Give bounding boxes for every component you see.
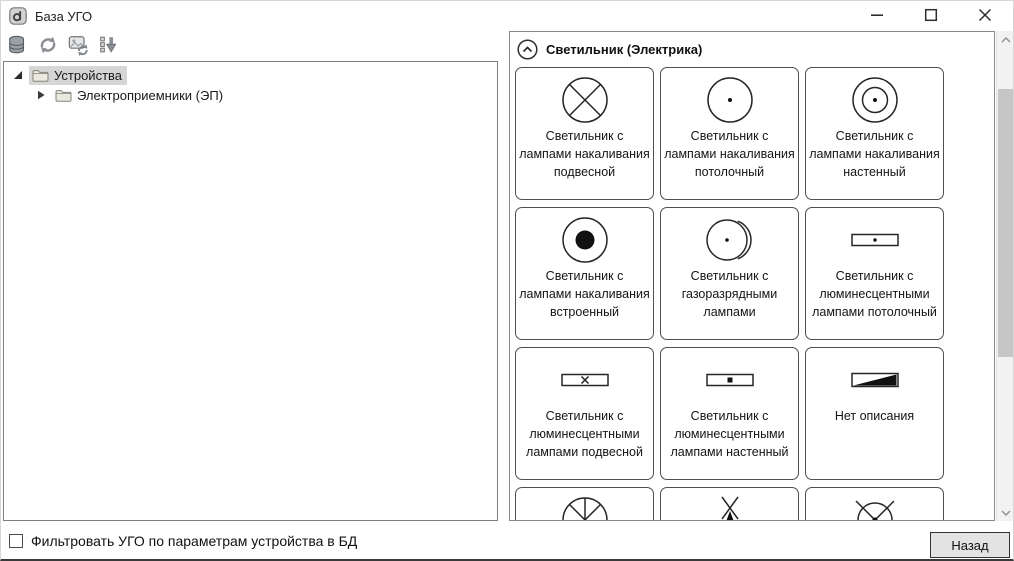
symbol-card-label: Светильник с лампами накаливания встроенный: [519, 269, 650, 319]
symbol-card[interactable]: [805, 487, 944, 520]
circle-filled-dot-icon: [516, 213, 653, 266]
window-title: База УГО: [35, 9, 93, 24]
titlebar: [1, 1, 1013, 31]
symbol-card-label: Нет описания: [834, 409, 915, 423]
circle-double-dot-icon: [806, 73, 943, 126]
filter-checkbox-label: Фильтровать УГО по параметрам устройства в БД: [31, 533, 358, 549]
database-refresh-icon: [67, 34, 90, 56]
minimize-button[interactable]: [867, 5, 887, 25]
symbol-card-label: Светильник с лампами накаливания настенный: [809, 129, 940, 179]
circle-dot-icon: [661, 73, 798, 126]
device-tree-panel: [3, 61, 498, 521]
symbol-card[interactable]: [660, 67, 799, 200]
chevron-up-circle-icon: [517, 39, 538, 60]
symbol-cards: [510, 67, 994, 520]
tree-item-devices[interactable]: [4, 65, 497, 85]
window-controls: [867, 5, 995, 25]
app-icon: [9, 7, 27, 25]
close-button[interactable]: [975, 5, 995, 25]
symbol-card[interactable]: [515, 67, 654, 200]
expander-collapsed-icon[interactable]: [35, 90, 46, 101]
circle-dot-crescent-icon: [661, 213, 798, 266]
collapse-group-button[interactable]: [517, 39, 538, 60]
symbol-card[interactable]: [805, 67, 944, 200]
symbols-group-header: [510, 32, 994, 67]
import-arrow-icon: [97, 34, 119, 56]
import-button[interactable]: [96, 33, 120, 57]
toolbar: [6, 33, 120, 57]
scrollbar-up-button[interactable]: [997, 31, 1014, 48]
scrollbar-thumb[interactable]: [998, 89, 1013, 357]
tree-item-label: Электроприемники (ЭП): [77, 87, 224, 103]
refresh-button[interactable]: [36, 33, 60, 57]
symbol-card-label: Светильник с люминесцентными лампами подвесной: [526, 409, 643, 459]
database-icon: [7, 34, 29, 56]
symbol-card[interactable]: [515, 207, 654, 340]
chevron-up-icon: [1001, 37, 1011, 43]
chevron-down-icon: [1001, 510, 1011, 516]
close-icon: [975, 5, 995, 25]
tree-selection: [52, 86, 228, 105]
symbol-card-label: Светильник с газоразрядными лампами: [681, 269, 778, 319]
maximize-icon: [921, 5, 941, 25]
circle-cross-vertical-icon: [516, 493, 653, 520]
tree-item-electric-receivers[interactable]: [4, 85, 497, 105]
symbol-card[interactable]: [660, 487, 799, 520]
symbols-panel: [509, 31, 995, 521]
bar-dot-icon: [806, 213, 943, 266]
filter-checkbox[interactable]: [9, 534, 23, 548]
symbol-card[interactable]: [805, 207, 944, 340]
bar-filled-square-icon: [661, 353, 798, 406]
bar-wedge-icon: [806, 353, 943, 406]
bar-cross-icon: [516, 353, 653, 406]
folder-icon: [32, 69, 49, 82]
vertical-scrollbar[interactable]: [996, 31, 1014, 521]
minimize-icon: [867, 5, 887, 25]
symbol-card[interactable]: [515, 347, 654, 480]
scrollbar-down-button[interactable]: [997, 504, 1014, 521]
symbol-card-label: Светильник с люминесцентными лампами потолочный: [812, 269, 937, 319]
triangle-cross-icon: [661, 493, 798, 520]
symbol-card-label: Светильник с лампами накаливания подвесной: [519, 129, 650, 179]
symbol-card[interactable]: [805, 347, 944, 480]
symbols-group-title: Светильник (Электрика): [546, 42, 703, 57]
database-button[interactable]: [6, 33, 30, 57]
circle-cross-extended-icon: [806, 493, 943, 520]
refresh-icon: [37, 34, 59, 56]
back-button[interactable]: Назад: [930, 532, 1010, 558]
symbol-card[interactable]: [515, 487, 654, 520]
tree-item-label: Устройства: [54, 67, 123, 83]
symbol-card-label: Светильник с люминесцентными лампами настенный: [670, 409, 789, 459]
maximize-button[interactable]: [921, 5, 941, 25]
circle-cross-icon: [516, 73, 653, 126]
symbol-card-label: Светильник с лампами накаливания потолочный: [664, 129, 795, 179]
expander-expanded-icon[interactable]: [12, 70, 23, 81]
update-database-button[interactable]: [66, 33, 90, 57]
tree-selection: [29, 66, 127, 85]
symbol-card[interactable]: [660, 347, 799, 480]
folder-icon: [55, 89, 72, 102]
symbol-card[interactable]: [660, 207, 799, 340]
